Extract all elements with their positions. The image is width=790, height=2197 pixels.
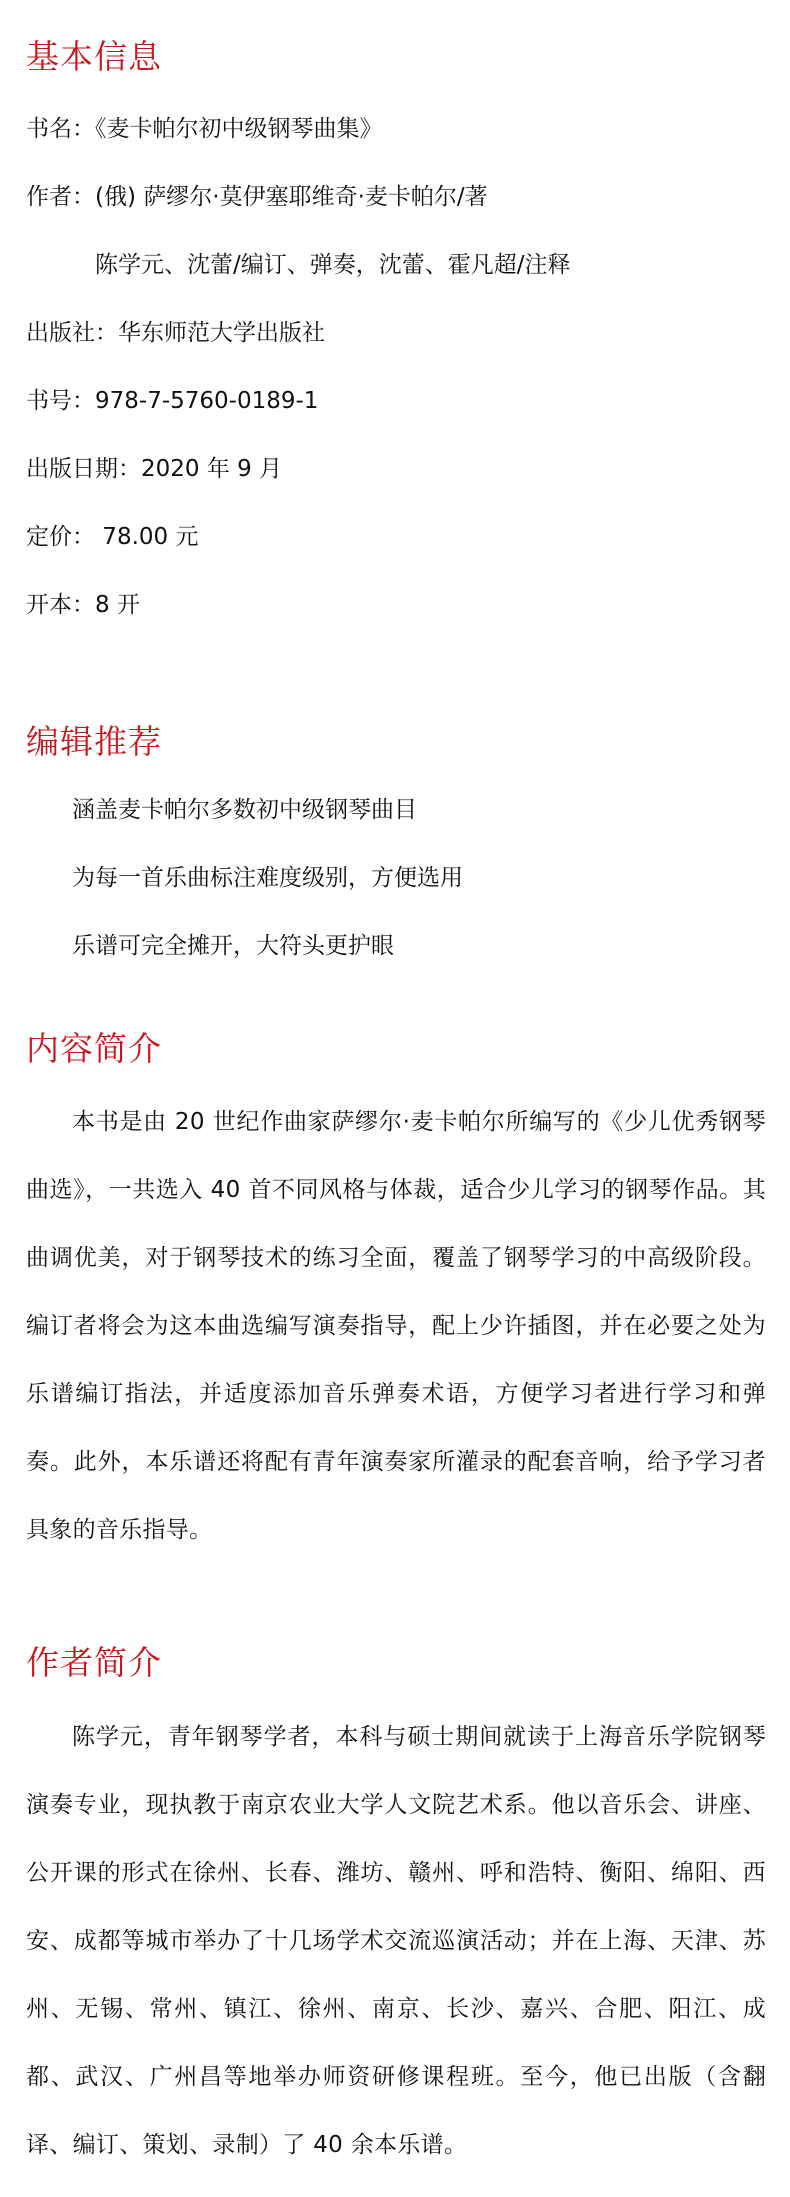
- author-bio-paragraph: 陈学元，青年钢琴学者，本科与硕士期间就读于上海音乐学院钢琴演奏专业，现执教于南京农业大学人文院艺术系。他以音乐会、讲座、公开课的形式在徐州、长春、潍坊、赣州、呼和浩特、衡阳、绵阳、西安、成都等城市举办了十几场学术交流巡演活动；并在上海、天津、苏州、无锡、常州、镇江、徐州、南京、长沙、嘉兴、合肥、阳江、成都、武汉、广州昌等地举办师资研修课程班。至今，他已出版（含翻译、编订、策划、录制）了 40 余本乐谱。: [26, 1724, 766, 2158]
- isbn-line: 书号：978-7-5760-0189-1: [26, 388, 319, 414]
- recommendation-heading: 编辑推荐: [26, 722, 162, 761]
- basic-info-heading: 基本信息: [26, 37, 162, 76]
- translator-line: 陈学元、沈蕾/编订、弹奏，沈蕾、霍凡超/注释: [95, 252, 571, 278]
- publish-date-line: 出版日期：2020 年 9 月: [26, 456, 283, 482]
- recommendation-item: 乐谱可完全摊开，大符头更护眼: [72, 933, 394, 959]
- author-line: 作者：(俄) 萨缪尔·莫伊塞耶维奇·麦卡帕尔/著: [26, 184, 488, 210]
- summary-heading: 内容简介: [26, 1029, 162, 1068]
- publisher-line: 出版社：华东师范大学出版社: [26, 320, 325, 346]
- book-title-line: 书名：《麦卡帕尔初中级钢琴曲集》: [26, 116, 383, 142]
- price-line: 定价： 78.00 元: [26, 524, 199, 550]
- format-line: 开本：8 开: [26, 592, 140, 618]
- recommendation-item: 为每一首乐曲标注难度级别，方便选用: [72, 865, 463, 891]
- author-bio-heading: 作者简介: [26, 1643, 162, 1682]
- recommendation-item: 涵盖麦卡帕尔多数初中级钢琴曲目: [72, 797, 417, 823]
- summary-paragraph: 本书是由 20 世纪作曲家萨缪尔·麦卡帕尔所编写的《少儿优秀钢琴曲选》，一共选入 40 首不同风格与体裁，适合少儿学习的钢琴作品。其曲调优美，对于钢琴技术的练习全面，覆盖了钢琴学习的中高级阶段。编订者将会为这本曲选编写演奏指导，配上少许插图，并在必要之处为乐谱编订指法，并适度添加音乐弹奏术语，方便学习者进行学习和弹奏。此外，本乐谱还将配有青年演奏家所灌录的配套音响，给予学习者具象的音乐指导。: [26, 1109, 766, 1543]
